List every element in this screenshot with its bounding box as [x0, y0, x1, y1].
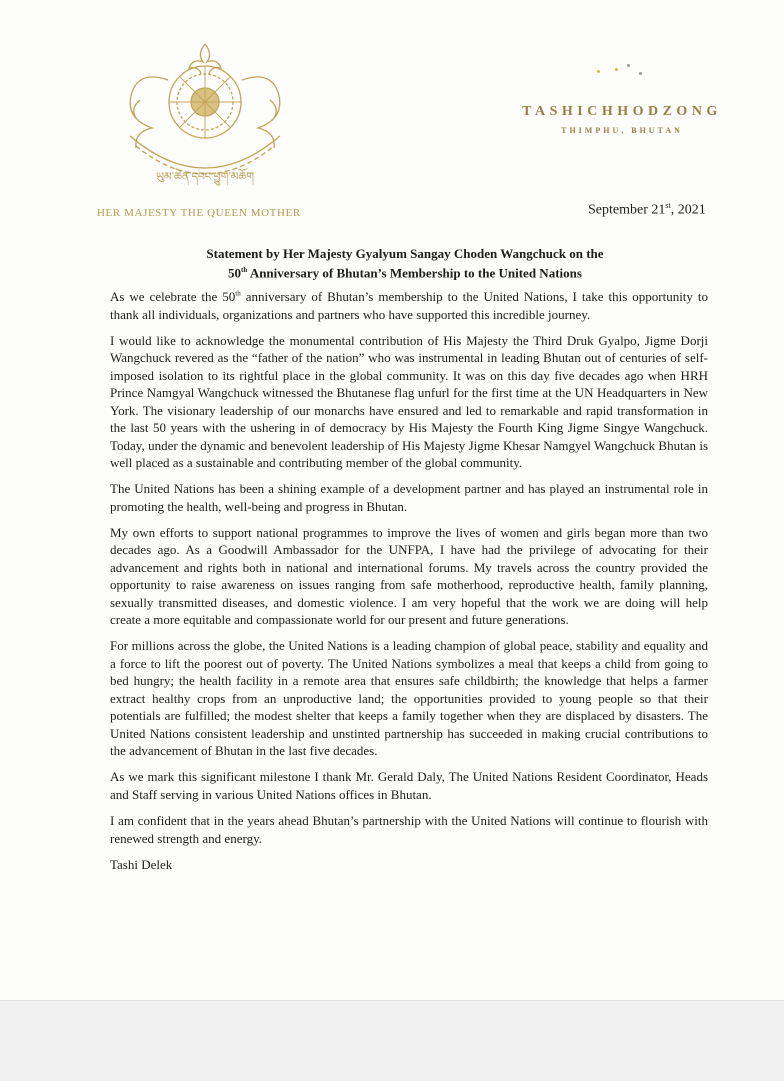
paragraph-2: I would like to acknowledge the monumental contribution of His Majesty the Third Druk Gyalpo, Jigme Dorji Wangchuck revered as the “father of the nation” who was instrumental in leading Bhutan out of centuries of self-imposed isolation to its rightful place in the global community. It was on this day five decades ago when HRH Prince Namgyal Wangchuck witnessed the Bhutanese flag unfurl for the first time at the UN Headquarters in New York. The visionary leadership of our monarchs have ensured and led to remarkable and rapid transformation in the last 50 years with the ushering in of democracy by His Majesty the Fourth King Jigme Singye Wangchuck. Today, under the dynamic and benevolent leadership of His Majesty Jigme Khesar Namgyel Wangchuck Bhutan is well placed as a sustainable and contributing member of the global community. [110, 332, 708, 471]
sender-title: HER MAJESTY THE QUEEN MOTHER [97, 207, 301, 219]
scan-bottom-margin [0, 1000, 784, 1081]
tibetan-inscription: ཡུམ་ཆེན་དབང་ཕྱུག་མཆོག [156, 170, 254, 183]
closing-salutation: Tashi Delek [110, 856, 173, 872]
title-line-1: Statement by Her Majesty Gyalyum Sangay Choden Wangchuck on the [206, 246, 604, 261]
paragraph-5: For millions across the globe, the United Nations is a leading champion of global peace, stability and equality and a force to lift the poorest out of poverty. The United Nations symbolizes a meal that keeps a child from going to bed hungry; the health facility in a remote area that ensures safe childbirth; the knowledge that helps a farmer extract healthy crops from an unproductive land; the opportunities provided to young people so that their potentials are fulfilled; the modest shelter that keeps a family together when they are displaced by disasters. The United Nations consistent leadership and unstinted partnership has succeeded in making crucial contributions to the advancement of Bhutan in the last five decades. [110, 638, 708, 759]
residence-name: TASHICHHODZONG [522, 104, 722, 119]
paragraph-1: As we celebrate the 50th anniversary of Bhutan’s membership to the United Nations, I take this opportunity to thank all individuals, organizations and partners who have supported this incredible journey. [110, 289, 709, 322]
paragraph-7: I am confident that in the years ahead Bhutan’s partnership with the United Nations will continue to flourish with renewed strength and energy. [110, 813, 708, 846]
residence-block [512, 104, 732, 135]
letter-date: September 21st, 2021 [588, 201, 706, 218]
paragraph-4: My own efforts to support national programmes to improve the lives of women and girls began more than two decades ago. As a Goodwill Ambassador for the UNFPA, I have had the privilege of advocating for their advancement and rights both in national and international forums. My travels across the country provided the opportunity to raise awareness on issues ranging from safe motherhood, reproductive health, family planning, sexually transmitted diseases, and domestic violence. I am very hopeful that the work we are doing will help create a more equitable and compassionate world for our present and future generations. [110, 524, 708, 628]
statement-body [110, 288, 708, 882]
paragraph-3: The United Nations has been a shining example of a development partner and has played an instrumental role in promoting the health, well-being and progress in Bhutan. [110, 481, 708, 514]
paragraph-6: As we mark this significant milestone I thank Mr. Gerald Daly, The United Nations Resident Coordinator, Heads and Staff serving in various United Nations offices in Bhutan. [110, 769, 708, 802]
printing-specks [593, 62, 653, 82]
title-line-2: 50th Anniversary of Bhutan’s Membership to the United Nations [228, 265, 582, 281]
statement-title [100, 246, 710, 281]
royal-dharma-wheel-emblem-icon [110, 40, 300, 210]
residence-place: THIMPHU, BHUTAN [561, 126, 683, 135]
